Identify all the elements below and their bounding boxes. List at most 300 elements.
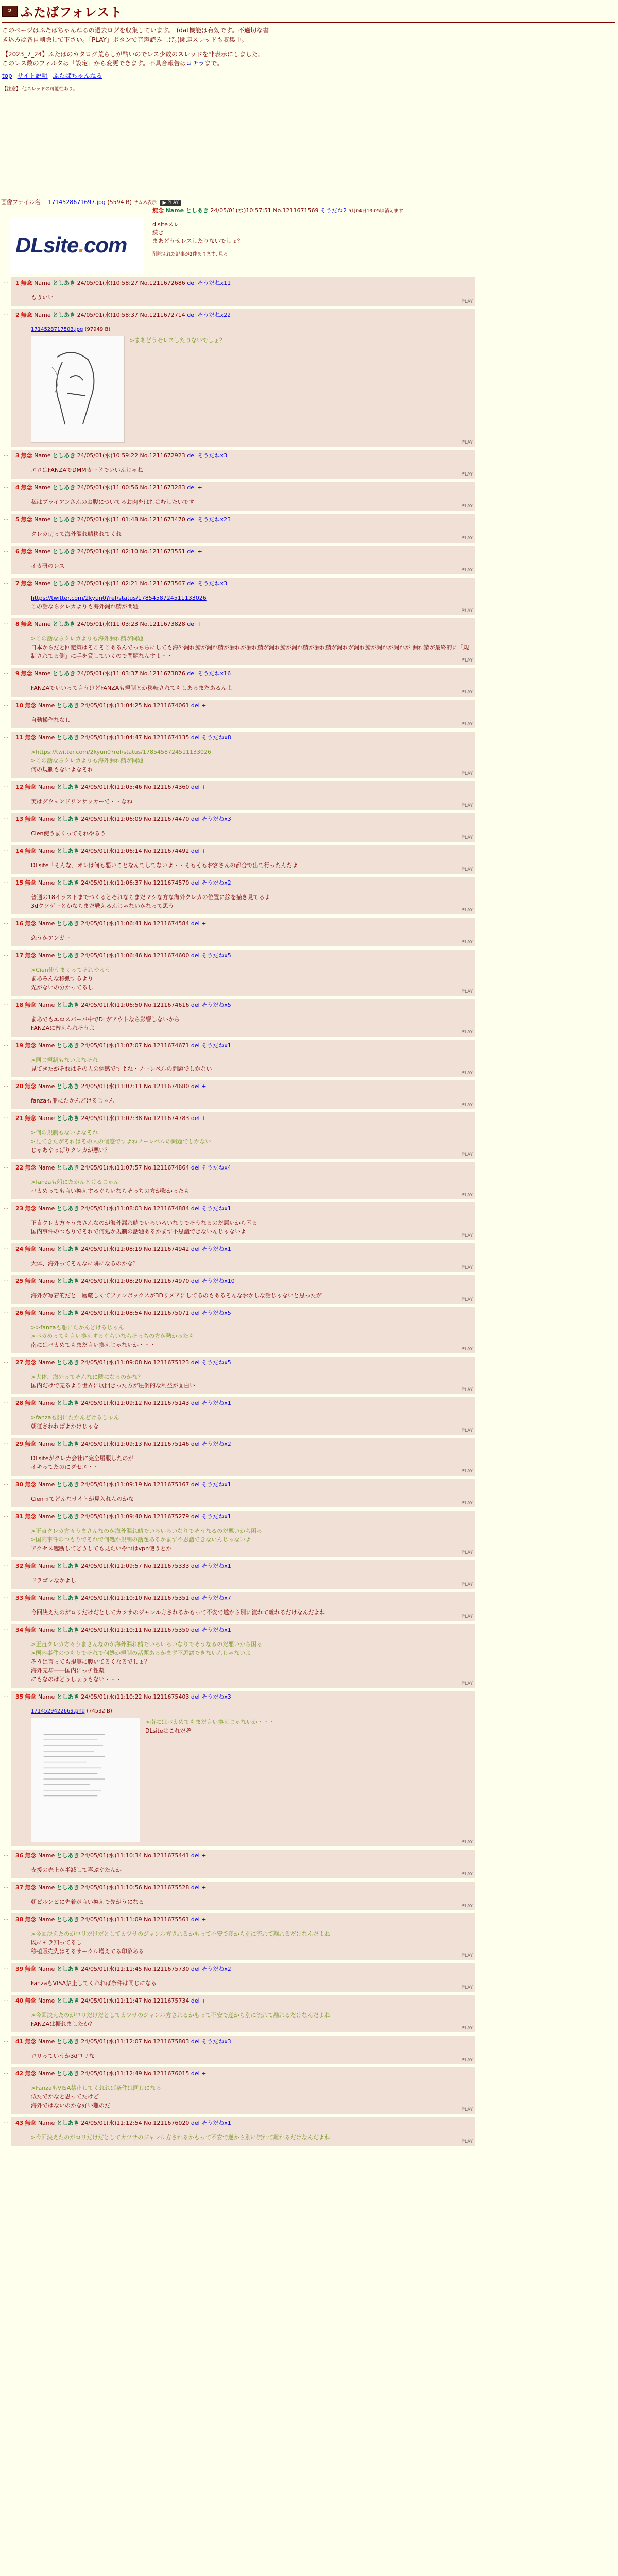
reply-mark: … bbox=[3, 878, 9, 885]
reply-play-button[interactable]: PLAY bbox=[461, 1681, 473, 1686]
nav-top-link[interactable]: top bbox=[2, 72, 12, 79]
del-link[interactable]: del bbox=[191, 2070, 200, 2077]
reply-line: ドラゴンなかよし bbox=[31, 1577, 76, 1584]
reply-header bbox=[15, 783, 472, 791]
reply-number: 22 bbox=[15, 1164, 24, 1171]
reply-link[interactable]: https://twitter.com/2kyun0?ref/status/1785458724511133026 bbox=[31, 595, 207, 601]
site-logo[interactable]: 2 bbox=[2, 6, 18, 17]
sodane-button[interactable]: そうだねx10 bbox=[201, 1278, 235, 1284]
sodane-button[interactable]: そうだねx3 bbox=[201, 1693, 231, 1700]
sodane-button[interactable]: そうだねx23 bbox=[197, 516, 231, 523]
reply-name-label: Name bbox=[38, 816, 55, 822]
reply-date: 24/05/01(水)11:10:34 bbox=[81, 1852, 142, 1859]
reply-mark: … bbox=[3, 1996, 9, 2003]
reply-date: 24/05/01(水)11:06:41 bbox=[81, 920, 142, 927]
reply-play-button[interactable]: PLAY bbox=[461, 472, 473, 477]
op-line: まあどうせレスしたりないでしょ？ bbox=[152, 238, 243, 244]
reply-file-link[interactable]: 1714528717503.jpg bbox=[31, 327, 83, 332]
reply-play-button[interactable]: PLAY bbox=[461, 908, 473, 913]
reply-post bbox=[11, 781, 475, 810]
del-link[interactable]: del bbox=[191, 848, 200, 854]
reply-play-button[interactable]: PLAY bbox=[461, 568, 473, 573]
reply-post bbox=[11, 999, 475, 1037]
reply-thumbnail[interactable] bbox=[31, 1718, 140, 1842]
reply-play-button[interactable]: PLAY bbox=[461, 1428, 473, 1433]
reply-line: 海外ではないのかな好い難のだ bbox=[31, 2102, 110, 2109]
del-link[interactable]: del bbox=[191, 1595, 200, 1601]
reply-name: としあき bbox=[56, 1563, 79, 1569]
reply-post bbox=[11, 482, 475, 511]
del-link[interactable]: del bbox=[191, 816, 200, 822]
reply-subject: 無念 bbox=[25, 1164, 37, 1171]
del-link[interactable]: del bbox=[187, 580, 196, 587]
reply-line: DLsiteはこれだぞ bbox=[145, 1727, 192, 1734]
del-link[interactable]: del bbox=[191, 1400, 200, 1406]
reply-line: 既にモラ知ってるし bbox=[31, 1939, 82, 1946]
sodane-button[interactable]: そうだねx2 bbox=[201, 879, 231, 886]
sodane-button[interactable]: そうだねx1 bbox=[201, 1626, 231, 1633]
del-link[interactable]: del bbox=[191, 1693, 200, 1700]
reply-play-button[interactable]: PLAY bbox=[461, 1872, 473, 1877]
reply-play-button[interactable]: PLAY bbox=[461, 1265, 473, 1270]
op-thumbnail[interactable] bbox=[10, 217, 144, 274]
sodane-button[interactable]: そうだねx1 bbox=[201, 1513, 231, 1520]
reply-play-button[interactable]: PLAY bbox=[461, 1193, 473, 1198]
reply-play-button[interactable]: PLAY bbox=[461, 299, 473, 304]
reply-body bbox=[15, 741, 472, 776]
del-link[interactable]: del bbox=[187, 484, 196, 491]
reply-body bbox=[15, 709, 472, 726]
del-link[interactable]: del bbox=[191, 1246, 200, 1252]
reply-name-label: Name bbox=[38, 1481, 55, 1488]
reply-name: としあき bbox=[53, 548, 76, 555]
reply-number: 39 bbox=[15, 1965, 24, 1972]
reply-play-button[interactable]: PLAY bbox=[461, 608, 473, 614]
reply-play-button[interactable]: PLAY bbox=[461, 1582, 473, 1587]
reply-row bbox=[0, 1963, 618, 1992]
reply-file-size: (97949 B) bbox=[84, 327, 111, 332]
sodane-button[interactable]: そうだねx1 bbox=[201, 1481, 231, 1488]
reply-line: FANZAでいいって言うけどFANZAも規制とか移転されてもしあるまだあるんよ bbox=[31, 685, 233, 691]
reply-number: 16 bbox=[15, 920, 24, 927]
sodane-button[interactable]: + bbox=[201, 1115, 207, 1122]
reply-name: としあき bbox=[56, 1481, 79, 1488]
reply-line: そうは言っても現実に腹いてるくなるでしょ？ bbox=[31, 1658, 150, 1665]
reply-subject: 無念 bbox=[25, 1626, 37, 1633]
reply-row bbox=[0, 1438, 618, 1476]
reply-date: 24/05/01(水)11:12:54 bbox=[81, 2120, 142, 2126]
nav-about-link[interactable]: サイト説明 bbox=[17, 72, 48, 79]
quote-line: >国内事件のつもりでそれで何処か規制の話題あるかまず不思議できないんじゃないよ bbox=[31, 1650, 251, 1656]
reply-play-button[interactable]: PLAY bbox=[461, 1501, 473, 1506]
del-link[interactable]: del bbox=[191, 1042, 200, 1049]
reply-play-button[interactable]: PLAY bbox=[461, 690, 473, 695]
reply-date: 24/05/01(水)11:04:47 bbox=[81, 734, 142, 741]
sodane-button[interactable]: そうだねx1 bbox=[201, 1042, 231, 1049]
op-date: 24/05/01(水)10:57:51 bbox=[210, 207, 271, 214]
quote-line: >fanzaも船にたかんどけるじゃん bbox=[31, 1414, 119, 1421]
reply-line: 実はグウェンドリンサッカーで・・なね bbox=[31, 798, 133, 805]
del-link[interactable]: del bbox=[187, 621, 196, 628]
del-link[interactable]: del bbox=[191, 1481, 200, 1488]
sodane-button[interactable]: + bbox=[197, 484, 202, 491]
sodane-button[interactable]: そうだねx3 bbox=[197, 580, 228, 587]
play-icon: ▶ bbox=[162, 200, 166, 206]
reply-name-label: Name bbox=[38, 2038, 55, 2045]
reply-date: 24/05/01(水)11:07:07 bbox=[81, 1042, 142, 1049]
sodane-button[interactable]: そうだねx22 bbox=[197, 312, 231, 318]
reply-id: No.1211675167 bbox=[144, 1481, 190, 1488]
del-link[interactable]: del bbox=[191, 1115, 200, 1122]
reply-play-button[interactable]: PLAY bbox=[461, 867, 473, 872]
reply-row bbox=[0, 1624, 618, 1688]
reply-date: 24/05/01(水)11:10:22 bbox=[81, 1693, 142, 1700]
reply-name: としあき bbox=[56, 1205, 79, 1212]
sodane-button[interactable]: + bbox=[201, 848, 207, 854]
reply-header bbox=[15, 846, 472, 855]
reply-row bbox=[0, 1479, 618, 1507]
op-line: dlsiteスレ bbox=[152, 221, 179, 228]
del-link[interactable]: del bbox=[187, 516, 196, 523]
del-link[interactable]: del bbox=[191, 1205, 200, 1212]
reply-play-button[interactable]: PLAY bbox=[461, 722, 473, 727]
reply-play-button[interactable]: PLAY bbox=[461, 1550, 473, 1555]
del-link[interactable]: del bbox=[187, 452, 196, 459]
reply-number: 2 bbox=[15, 312, 20, 318]
sodane-button[interactable]: そうだねx3 bbox=[201, 2038, 231, 2045]
reply-number: 26 bbox=[15, 1310, 24, 1316]
reply-play-button[interactable]: PLAY bbox=[461, 835, 473, 840]
sodane-button[interactable]: + bbox=[201, 1884, 207, 1891]
reply-name-label: Name bbox=[38, 1965, 55, 1972]
file-link[interactable]: 1714528671697.jpg bbox=[48, 199, 106, 206]
sodane-button[interactable]: そうだねx3 bbox=[201, 816, 231, 822]
reply-line: 自動操作ななし bbox=[31, 717, 71, 723]
reply-subject: 無念 bbox=[21, 280, 32, 286]
reply-name-label: Name bbox=[38, 1002, 55, 1008]
document-image bbox=[42, 1728, 109, 1811]
reply-name-label: Name bbox=[38, 1626, 55, 1633]
sodane-button[interactable]: + bbox=[201, 1852, 207, 1859]
sodane-button[interactable]: そうだねx16 bbox=[197, 670, 231, 677]
sodane-button[interactable]: そうだねx1 bbox=[201, 1400, 231, 1406]
op-post bbox=[0, 206, 618, 286]
del-link[interactable]: del bbox=[191, 1278, 200, 1284]
reply-body bbox=[15, 1122, 472, 1157]
reply-date: 24/05/01(水)11:11:45 bbox=[81, 1965, 142, 1972]
sodane-button[interactable]: そうだねx1 bbox=[201, 1246, 231, 1252]
reply-row bbox=[0, 999, 618, 1037]
sodane-button[interactable]: + bbox=[201, 920, 207, 927]
reply-line: 朝征されればよかけじゃな bbox=[31, 1423, 99, 1430]
reply-subject: 無念 bbox=[25, 1083, 37, 1090]
reply-play-button[interactable]: PLAY bbox=[461, 658, 473, 663]
reply-line: 何の規制もないよなそれ bbox=[31, 766, 93, 773]
reply-line: じゃあやっぱりクレカが悪い？ bbox=[31, 1147, 110, 1154]
reply-name: としあき bbox=[56, 734, 79, 741]
reply-line: 普通の18イラストまでつくるとそれならまだマシな方な海外クレカの位置に絵を描き見てるよ bbox=[31, 894, 270, 901]
reply-date: 24/05/01(水)11:11:47 bbox=[81, 1997, 142, 2004]
reply-name-label: Name bbox=[38, 1997, 55, 2004]
reply-play-button[interactable]: PLAY bbox=[461, 1614, 473, 1619]
sodane-button[interactable]: そうだねx2 bbox=[201, 1965, 231, 1972]
reply-play-button[interactable]: PLAY bbox=[461, 1297, 473, 1302]
reply-number: 36 bbox=[15, 1852, 24, 1859]
reply-post bbox=[11, 277, 475, 306]
reply-line: 日本からだと回避策はそこそこあるんでっちらにしても海外漏れ鯖が漏れ鯖が漏れが漏れ鯖が漏れ鯖が漏れ鯖が漏れ鯖が漏れが漏れ鯖が漏れが漏れが 漏れ鯖が最終的に「規制されてる側」に手を貸していくので問題なんすよ・・ bbox=[31, 644, 469, 659]
reply-line: 3dクソゲーとかならまだ戦えるんじゃないかなって思う bbox=[31, 903, 174, 909]
reply-line: 海外売却――国内にっチ性薬 bbox=[31, 1667, 105, 1674]
del-link[interactable]: del bbox=[191, 1164, 200, 1171]
reply-play-button[interactable]: PLAY bbox=[461, 940, 473, 945]
nav-futaba-link[interactable]: ふたばちゃんねる bbox=[53, 72, 102, 79]
sodane-button[interactable]: + bbox=[201, 1083, 207, 1090]
reply-date: 24/05/01(水)11:10:11 bbox=[81, 1626, 142, 1633]
sodane-button[interactable]: そうだねx1 bbox=[201, 2120, 231, 2126]
sodane-button[interactable]: そうだねx11 bbox=[197, 280, 231, 286]
reply-name-label: Name bbox=[38, 1884, 55, 1891]
reply-play-button[interactable]: PLAY bbox=[461, 504, 473, 509]
reply-name: としあき bbox=[56, 1115, 79, 1122]
reply-name-label: Name bbox=[38, 1164, 55, 1171]
reply-play-button[interactable]: PLAY bbox=[461, 1387, 473, 1393]
reply-date: 24/05/01(水)11:10:56 bbox=[81, 1884, 142, 1891]
reply-play-button[interactable]: PLAY bbox=[461, 1840, 473, 1845]
reply-header bbox=[15, 1594, 472, 1602]
reply-subject: 無念 bbox=[21, 548, 32, 555]
del-link[interactable]: del bbox=[187, 312, 196, 318]
reply-id: No.1211675071 bbox=[144, 1310, 190, 1316]
sodane-button[interactable]: + bbox=[197, 548, 202, 555]
del-link[interactable]: del bbox=[191, 952, 200, 959]
sodane-button[interactable]: + bbox=[201, 1916, 207, 1923]
sodane-button[interactable]: + bbox=[197, 621, 202, 628]
del-link[interactable]: del bbox=[191, 1310, 200, 1316]
reply-line: イキってたのにダセエ・・ bbox=[31, 1464, 99, 1470]
reply-name: としあき bbox=[53, 621, 76, 628]
reply-row bbox=[0, 1040, 618, 1077]
reply-play-button[interactable]: PLAY bbox=[461, 1071, 473, 1076]
reply-subject: 無念 bbox=[25, 1997, 37, 2004]
reply-body bbox=[15, 1923, 472, 1958]
reply-body bbox=[15, 460, 472, 477]
reply-id: No.1211674671 bbox=[144, 1042, 190, 1049]
reply-row bbox=[0, 845, 618, 874]
reply-id: No.1211674135 bbox=[144, 734, 190, 741]
reply-play-button[interactable]: PLAY bbox=[461, 1152, 473, 1157]
reply-body bbox=[15, 319, 472, 445]
reply-date: 24/05/01(水)11:08:54 bbox=[81, 1310, 142, 1316]
del-link[interactable]: del bbox=[191, 1563, 200, 1569]
sodane-button[interactable]: そうだねx3 bbox=[197, 452, 228, 459]
reply-play-button[interactable]: PLAY bbox=[461, 1953, 473, 1958]
reply-subject: 無念 bbox=[25, 816, 37, 822]
reply-date: 24/05/01(水)11:08:03 bbox=[81, 1205, 142, 1212]
reply-header bbox=[15, 1692, 472, 1701]
reply-id: No.1211673470 bbox=[140, 516, 185, 523]
quote-line: >この話ならクレカよりも海外漏れ鯖が問題 bbox=[31, 635, 144, 642]
del-link[interactable]: del bbox=[191, 2038, 200, 2045]
sodane-button[interactable]: そうだねx1 bbox=[201, 1205, 231, 1212]
reply-play-button[interactable]: PLAY bbox=[461, 989, 473, 994]
file-label: 画像ファイル名： bbox=[1, 199, 46, 206]
reply-number: 34 bbox=[15, 1626, 24, 1633]
reply-id: No.1211674061 bbox=[144, 702, 190, 709]
reply-header bbox=[15, 878, 472, 887]
del-link[interactable]: del bbox=[191, 1997, 200, 2004]
del-link[interactable]: del bbox=[191, 1626, 200, 1633]
del-link[interactable]: del bbox=[187, 548, 196, 555]
reply-play-button[interactable]: PLAY bbox=[461, 440, 473, 445]
reply-play-button[interactable]: PLAY bbox=[461, 1985, 473, 1990]
reply-name-label: Name bbox=[38, 920, 55, 927]
reply-thumbnail[interactable] bbox=[31, 336, 125, 443]
reply-header bbox=[15, 579, 472, 587]
sodane-button[interactable]: そうだねx1 bbox=[201, 1563, 231, 1569]
del-link[interactable]: del bbox=[191, 920, 200, 927]
reply-name-label: Name bbox=[38, 734, 55, 741]
reply-name: としあき bbox=[56, 1693, 79, 1700]
sodane-button[interactable]: そうだねx8 bbox=[201, 734, 231, 741]
reply-header bbox=[15, 951, 472, 959]
reply-subject: 無念 bbox=[21, 670, 32, 677]
reply-post bbox=[11, 1479, 475, 1507]
sodane-button[interactable]: + bbox=[201, 784, 207, 790]
sodane-button[interactable]: そうだねx5 bbox=[201, 1002, 231, 1008]
sodane-button[interactable]: そうだねx5 bbox=[201, 1310, 231, 1316]
reply-body bbox=[15, 1602, 472, 1619]
reply-play-button[interactable]: PLAY bbox=[461, 803, 473, 808]
reply-play-button[interactable]: PLAY bbox=[461, 536, 473, 541]
reply-post bbox=[11, 2117, 475, 2146]
del-link[interactable]: del bbox=[191, 702, 200, 709]
reply-post bbox=[11, 1560, 475, 1589]
quote-line: >正直クレカ方々うまさんなのが海外漏れ鯖でいろいろいなりでそうなるのだ悪いから困る bbox=[31, 1641, 263, 1648]
del-link[interactable]: del bbox=[191, 1852, 200, 1859]
del-link[interactable]: del bbox=[191, 2120, 200, 2126]
sodane-button[interactable]: + bbox=[201, 1997, 207, 2004]
reply-row bbox=[0, 1882, 618, 1910]
del-link[interactable]: del bbox=[191, 879, 200, 886]
reply-subject: 無念 bbox=[21, 452, 32, 459]
reply-post bbox=[11, 845, 475, 874]
reply-text bbox=[145, 1716, 274, 1842]
title-divider bbox=[2, 22, 615, 23]
del-link[interactable]: del bbox=[191, 1002, 200, 1008]
reply-file-link[interactable]: 1714529422669.png bbox=[31, 1708, 85, 1714]
sodane-button[interactable]: そうだねx7 bbox=[201, 1595, 231, 1601]
reply-play-button[interactable]: PLAY bbox=[461, 1103, 473, 1108]
del-link[interactable]: del bbox=[191, 1884, 200, 1891]
reply-number: 18 bbox=[15, 1002, 24, 1008]
reply-id: No.1211675333 bbox=[144, 1563, 190, 1569]
reply-name: としあき bbox=[53, 516, 76, 523]
reply-id: No.1211674680 bbox=[144, 1083, 190, 1090]
reply-name-label: Name bbox=[38, 1513, 55, 1520]
logo-row bbox=[2, 2, 616, 20]
reply-header bbox=[15, 1883, 472, 1891]
reply-date: 24/05/01(水)11:09:19 bbox=[81, 1481, 142, 1488]
reply-mark: … bbox=[3, 1914, 9, 1921]
reply-play-button[interactable]: PLAY bbox=[461, 2107, 473, 2112]
reply-date: 24/05/01(水)11:07:57 bbox=[81, 1164, 142, 1171]
del-link[interactable]: del bbox=[191, 1440, 200, 1447]
quote-line: >https://twitter.com/2kyun0?ref/status/1785458724511133026 bbox=[31, 749, 211, 755]
del-link[interactable]: del bbox=[191, 734, 200, 741]
reply-line: 支援の売上が半減して喜ぶやたんか bbox=[31, 1867, 122, 1873]
reply-play-button[interactable]: PLAY bbox=[461, 771, 473, 776]
reply-header bbox=[15, 669, 472, 677]
reply-line: 大体、海外ってそんなに隣になるのかな？ bbox=[31, 1260, 139, 1267]
reply-name: としあき bbox=[56, 1310, 79, 1316]
del-link[interactable]: del bbox=[191, 1965, 200, 1972]
reply-play-button[interactable]: PLAY bbox=[461, 1233, 473, 1239]
reply-name: としあき bbox=[56, 1916, 79, 1923]
reply-name: としあき bbox=[56, 2038, 79, 2045]
reply-date: 24/05/01(水)11:09:12 bbox=[81, 1400, 142, 1406]
sodane-button[interactable]: そうだねx2 bbox=[201, 1440, 231, 1447]
reply-id: No.1211675528 bbox=[144, 1884, 190, 1891]
del-link[interactable]: del bbox=[187, 670, 196, 677]
reply-header bbox=[15, 1996, 472, 2005]
sodane-button[interactable]: + bbox=[201, 702, 207, 709]
reply-mark: … bbox=[3, 1883, 9, 1889]
reply-post bbox=[11, 514, 475, 543]
del-link[interactable]: del bbox=[187, 280, 196, 286]
reply-row bbox=[0, 1162, 618, 1199]
op-expire: 5月04日13:05頃消えます bbox=[348, 209, 403, 214]
del-link[interactable]: del bbox=[191, 784, 200, 790]
reply-body bbox=[15, 1285, 472, 1302]
reply-line: FanzaもVISA禁止してくれれば条件は同じになる bbox=[31, 1980, 157, 1987]
reply-name-label: Name bbox=[38, 1042, 55, 1049]
reply-play-button[interactable]: PLAY bbox=[461, 1347, 473, 1352]
reply-line: まあでもエロスバーバ中でDLがアウトなら影響しないから bbox=[31, 1016, 180, 1023]
reply-play-button[interactable]: PLAY bbox=[461, 2026, 473, 2031]
reply-subject: 無念 bbox=[25, 1246, 37, 1252]
report-link[interactable]: コチラ bbox=[186, 60, 205, 67]
del-link[interactable]: del bbox=[191, 1916, 200, 1923]
reply-name: としあき bbox=[56, 952, 79, 959]
reply-play-button[interactable]: PLAY bbox=[461, 2139, 473, 2144]
deleted-note[interactable]: 削除された記事が2件あります. 見る bbox=[152, 252, 228, 257]
reply-play-button[interactable]: PLAY bbox=[461, 1030, 473, 1035]
reply-post bbox=[11, 450, 475, 479]
reply-mark: … bbox=[3, 1276, 9, 1283]
reply-mark: … bbox=[3, 310, 9, 317]
reply-line: 南にはバカめてもまだ言い換えじゃないか・・・ bbox=[31, 1342, 156, 1348]
reply-play-button[interactable]: PLAY bbox=[461, 1904, 473, 1909]
reply-play-button[interactable]: PLAY bbox=[461, 1469, 473, 1474]
reply-name-label: Name bbox=[38, 2120, 55, 2126]
reply-play-button[interactable]: PLAY bbox=[461, 2058, 473, 2063]
play-button[interactable] bbox=[160, 200, 181, 206]
reply-row bbox=[0, 309, 618, 447]
sodane-button[interactable]: そうだねx5 bbox=[201, 1359, 231, 1366]
sodane-button[interactable]: そうだねx4 bbox=[201, 1164, 231, 1171]
sodane-button[interactable]: そうだねx5 bbox=[201, 952, 231, 959]
reply-post bbox=[11, 918, 475, 946]
del-link[interactable]: del bbox=[191, 1359, 200, 1366]
reply-row bbox=[0, 1850, 618, 1878]
reply-mark: … bbox=[3, 701, 9, 707]
op-sodane[interactable]: そうだね2 bbox=[320, 207, 347, 214]
del-link[interactable]: del bbox=[191, 1513, 200, 1520]
reply-body bbox=[15, 927, 472, 944]
del-link[interactable]: del bbox=[191, 1083, 200, 1090]
sodane-button[interactable]: + bbox=[201, 2070, 207, 2077]
reply-post bbox=[11, 813, 475, 842]
